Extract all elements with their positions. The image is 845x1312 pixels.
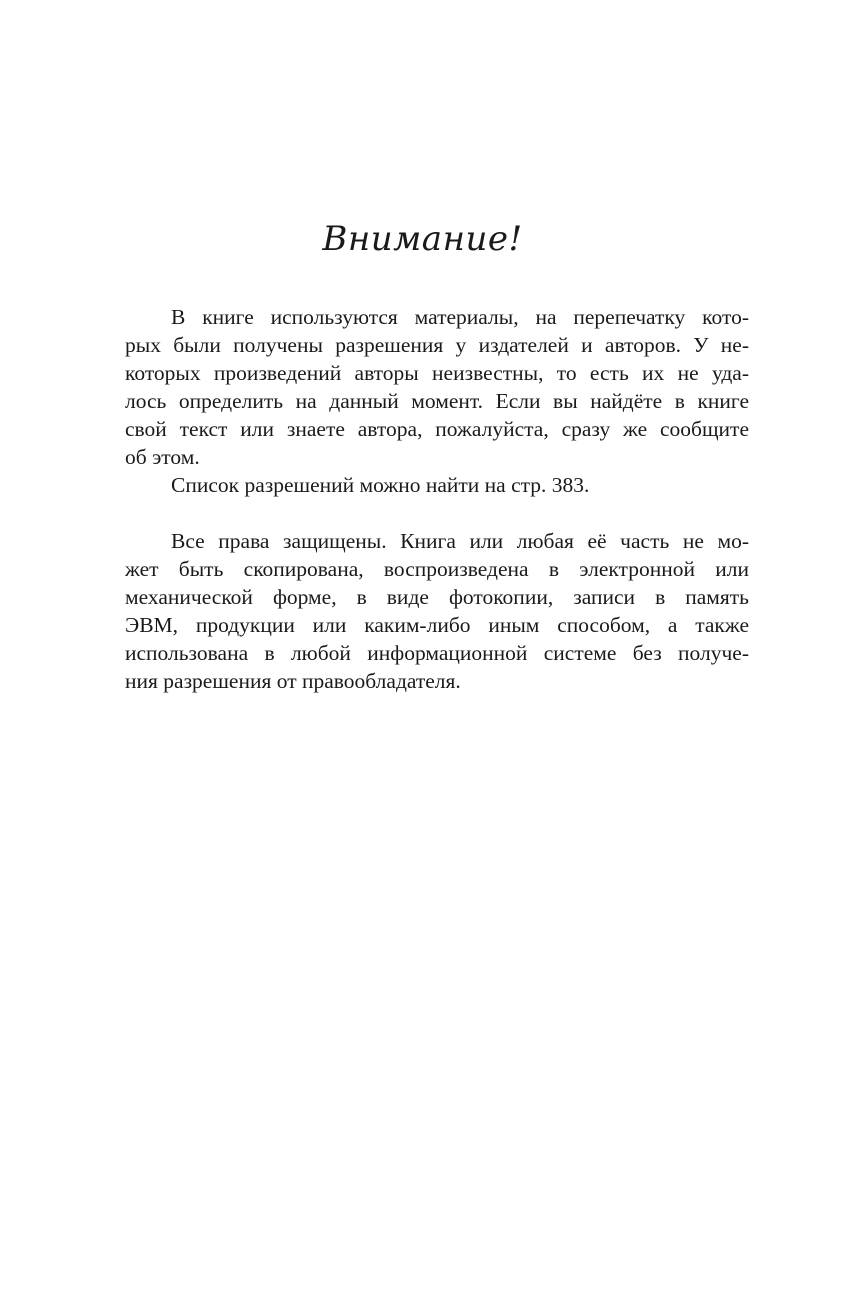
text-line: рых были получены разрешения у издателей и авторов. У не- <box>125 333 749 357</box>
text-line: Все права защищены. Книга или любая её часть не мо- <box>171 529 749 553</box>
paragraph-permissions-list <box>125 471 749 499</box>
page-title: Внимание! <box>322 219 523 259</box>
text-line: лось определить на данный момент. Если вы найдёте в книге <box>125 389 749 413</box>
text-line: которых произведений авторы неизвестны, то есть их не уда- <box>125 361 749 385</box>
text-line: механической форме, в виде фотокопии, записи в память <box>125 585 749 609</box>
text-line: использована в любой информационной системе без получе- <box>125 641 749 665</box>
paragraph-gap <box>125 499 749 527</box>
body-text <box>125 303 749 695</box>
paragraph-copyright <box>125 527 749 695</box>
text-line: ЭВМ, продукции или каким-либо иным способом, а также <box>125 613 749 637</box>
paragraph-permissions <box>125 303 749 471</box>
text-line: В книге используются материалы, на перепечатку кото- <box>171 305 749 329</box>
text-line: об этом. <box>125 445 200 469</box>
text-line: свой текст или знаете автора, пожалуйста, сразу же сообщите <box>125 417 749 441</box>
text-line: Список разрешений можно найти на стр. 383. <box>171 473 590 497</box>
text-line: ния разрешения от правообладателя. <box>125 669 461 693</box>
text-line: жет быть скопирована, воспроизведена в электронной или <box>125 557 749 581</box>
